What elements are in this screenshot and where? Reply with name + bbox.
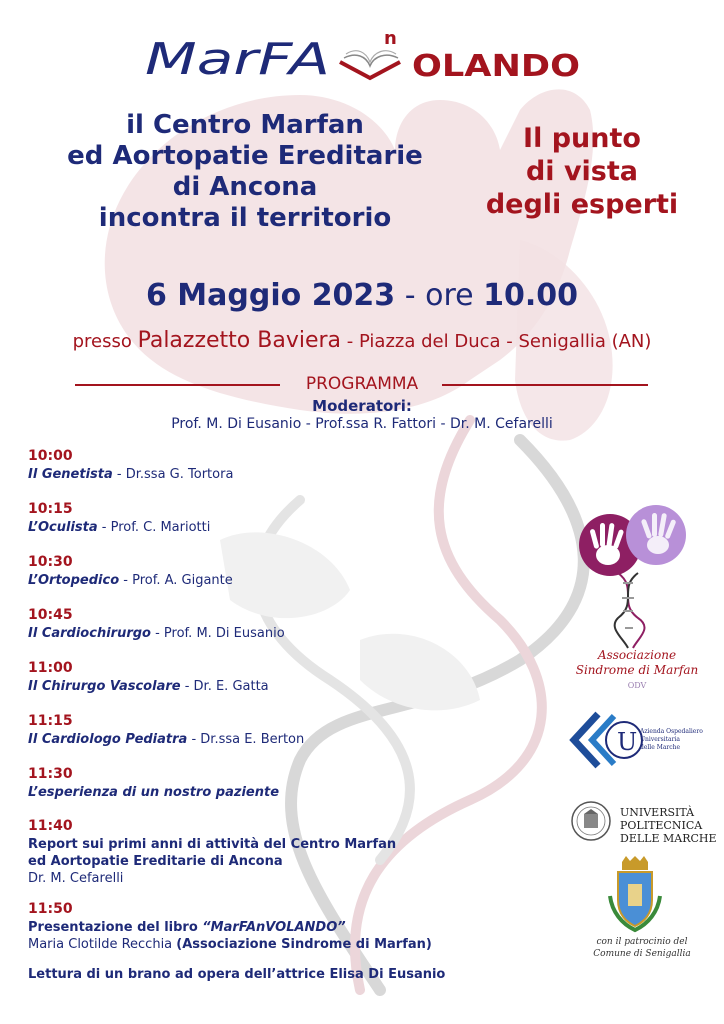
moderators-label: Moderatori: <box>312 397 412 415</box>
program-item <box>28 500 210 536</box>
venue-name: Palazzetto Baviera <box>137 328 342 353</box>
program-item-time: 10:15 <box>28 501 73 517</box>
report-title-line: Report sui primi anni di attività del Centro Marfan <box>28 837 397 852</box>
headline-right-line: di vista <box>525 156 639 187</box>
univpm-name-line: UNIVERSITÀ <box>620 806 695 819</box>
book-author: Maria Clotilde Recchia <box>28 937 177 952</box>
event-date-day: 6 Maggio 2023 <box>145 278 396 313</box>
association-marfan-logo <box>578 503 690 653</box>
program-item-time: 10:00 <box>28 448 73 464</box>
program-item-time: 10:45 <box>28 607 73 623</box>
program-item-role: Il Cardiologo Pediatra <box>28 732 188 747</box>
headline-left-line: ed Aortopatie Ereditarie <box>67 141 423 171</box>
program-item <box>28 765 279 801</box>
book-title: “MarFAnVOLANDO” <box>202 920 346 935</box>
headline-right <box>462 122 702 221</box>
headline-left-line: il Centro Marfan <box>126 110 364 140</box>
program-item-time: 11:40 <box>28 818 73 834</box>
program-item-role: Il Cardiochirurgo <box>28 626 151 641</box>
azienda-name-line: Azienda Ospedaliero Universitaria <box>640 728 703 743</box>
univpm-name <box>620 806 720 845</box>
azienda-name-line: delle Marche <box>640 744 681 751</box>
program-item-time: 11:50 <box>28 901 73 917</box>
association-name <box>562 648 712 693</box>
association-name-line: Associazione <box>597 648 677 662</box>
report-title-line: ed Aortopatie Ereditarie di Ancona <box>28 854 283 869</box>
headline-right-line: Il punto <box>523 123 641 154</box>
logo-text-n: n <box>384 28 397 49</box>
program-item-speaker: - Prof. A. Gigante <box>119 573 233 588</box>
program-item-time: 11:15 <box>28 713 73 729</box>
program-item <box>28 447 233 483</box>
headline-left-line: di Ancona <box>172 172 318 202</box>
program-item <box>28 553 233 589</box>
program-closing <box>28 966 445 983</box>
closing-reading: Lettura di un brano ad opera dell’attrice Elisa Di Eusanio <box>28 967 446 982</box>
headline-left-line: incontra il territorio <box>98 203 392 233</box>
event-date-time: 10.00 <box>483 278 579 313</box>
event-date <box>0 278 724 313</box>
event-venue <box>0 328 724 353</box>
comune-patronage-line: Comune di Senigallia <box>593 949 691 959</box>
venue-prefix: presso <box>72 331 138 352</box>
comune-patronage <box>572 936 712 960</box>
venue-address: - Piazza del Duca - Senigallia (AN) <box>341 331 652 352</box>
background-leaf-shape-2 <box>360 634 480 711</box>
headline-right-line: degli esperti <box>485 189 679 220</box>
program-item <box>28 659 269 695</box>
program-item-time: 11:00 <box>28 660 73 676</box>
book-presentation-label: Presentazione del libro <box>28 920 203 935</box>
program-item-speaker: - Prof. C. Mariotti <box>97 520 211 535</box>
marfanvolando-logo <box>0 22 724 92</box>
book-author-org: (Associazione Sindrome di Marfan) <box>176 937 432 952</box>
azienda-ospedaliera-logo <box>568 708 644 772</box>
senigallia-coat-of-arms <box>606 856 664 934</box>
program-item-book <box>28 900 432 953</box>
logo-text-marfa: MarFA <box>145 34 330 85</box>
association-odv: ODV <box>627 681 647 690</box>
program-item-time: 10:30 <box>28 554 73 570</box>
azienda-name <box>640 728 710 752</box>
moderators-names: Prof. M. Di Eusanio - Prof.ssa R. Fattori - Dr. M. Cefarelli <box>171 416 553 432</box>
univpm-name-line: DELLE MARCHE <box>620 832 717 845</box>
headline-left <box>30 110 460 234</box>
program-item <box>28 606 285 642</box>
program-item <box>28 712 304 748</box>
open-book-icon <box>340 51 400 78</box>
program-item-time: 11:30 <box>28 766 73 782</box>
dna-helix-icon <box>615 573 645 648</box>
comune-patronage-line: con il patrocinio del <box>596 937 688 947</box>
event-date-sep: - ore <box>395 278 484 313</box>
program-item-role: L’Oculista <box>28 520 98 535</box>
report-speaker: Dr. M. Cefarelli <box>28 871 124 886</box>
association-name-line: Sindrome di Marfan <box>575 663 699 677</box>
univpm-seal <box>570 800 612 842</box>
program-item-role: Il Chirurgo Vascolare <box>28 679 181 694</box>
program-item-speaker: - Dr.ssa G. Tortora <box>112 467 234 482</box>
logo-text-olando: OLANDO <box>412 49 580 84</box>
univpm-name-line: POLITECNICA <box>620 819 703 832</box>
program-item-role: L’Ortopedico <box>28 573 120 588</box>
program-item-speaker: - Prof. M. Di Eusanio <box>150 626 285 641</box>
program-title: PROGRAMMA <box>305 374 419 394</box>
program-item-role: Il Genetista <box>28 467 113 482</box>
program-item-report <box>28 817 396 887</box>
program-item-speaker: - Dr. E. Gatta <box>180 679 269 694</box>
program-item-speaker: - Dr.ssa E. Berton <box>187 732 305 747</box>
program-item-role: L’esperienza di un nostro paziente <box>28 785 280 800</box>
svg-text:U: U <box>617 728 638 756</box>
